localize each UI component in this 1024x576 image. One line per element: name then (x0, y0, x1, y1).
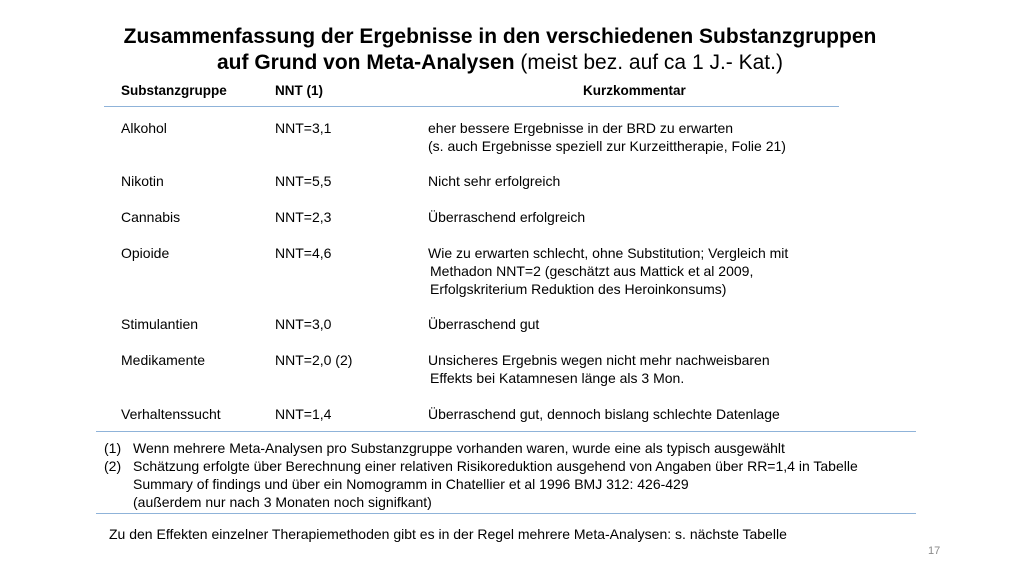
row-cannabis-comment (428, 208, 585, 226)
row-nikotin-comment (428, 172, 560, 190)
comment-line: Effekts bei Katamnesen länge als 3 Mon. (430, 370, 685, 386)
row-verhaltenssucht-comment (428, 405, 780, 423)
footnote-1-text (133, 439, 785, 457)
row-opioide-comment (428, 244, 788, 298)
footnote-divider (96, 431, 916, 432)
row-medikamente-group: Medikamente (121, 352, 206, 368)
footnote-line: Wenn mehrere Meta-Analysen pro Substanzgruppe vorhanden waren, wurde eine als typisch ausgewählt (133, 440, 785, 456)
row-cannabis-group: Cannabis (121, 209, 181, 225)
comment-line: Methadon NNT=2 (geschätzt aus Mattick et al 2009, (430, 263, 754, 279)
row-stimulantien-comment (428, 315, 539, 333)
row-verhaltenssucht-group: Verhaltenssucht (121, 406, 221, 422)
comment-line: eher bessere Ergebnisse in der BRD zu erwarten (428, 120, 734, 136)
footnote-line: Schätzung erfolgte über Berechnung einer relativen Risikoreduktion ausgehend von Angaben über RR=1,4 in Tabelle (133, 458, 858, 474)
row-alkohol-group: Alkohol (121, 120, 167, 136)
header-comment: Kurzkommentar (583, 83, 686, 98)
comment-line: (s. auch Ergebnisse speziell zur Kurzeittherapie, Folie 21) (428, 138, 786, 154)
row-verhaltenssucht-nnt: NNT=1,4 (275, 406, 332, 422)
footnote-2-text (133, 457, 858, 511)
row-alkohol-nnt: NNT=3,1 (275, 120, 332, 136)
footnote-line: Summary of findings und über ein Nomogramm in Chatellier et al 1996 BMJ 312: 426-429 (133, 476, 689, 492)
row-opioide-nnt: NNT=4,6 (275, 245, 332, 261)
row-cannabis-nnt: NNT=2,3 (275, 209, 332, 225)
row-opioide-group: Opioide (121, 245, 170, 261)
comment-line: Überraschend erfolgreich (428, 209, 586, 225)
title-line-2-bold: auf Grund von Meta-Analysen (217, 51, 515, 74)
slide-title (0, 24, 1000, 76)
row-nikotin-group: Nikotin (121, 173, 164, 189)
row-stimulantien-nnt: NNT=3,0 (275, 316, 332, 332)
row-nikotin-nnt: NNT=5,5 (275, 173, 332, 189)
header-divider (104, 106, 839, 107)
row-alkohol-comment (428, 119, 786, 155)
footnote-line: (außerdem nur nach 3 Monaten noch signifkant) (133, 494, 432, 510)
title-line-2-normal: (meist bez. auf ca 1 J.- Kat.) (514, 51, 783, 74)
bottom-note: Zu den Effekten einzelner Therapiemethoden gibt es in der Regel mehrere Meta-Analysen: s. nächste Tabelle (109, 526, 787, 542)
title-line-1: Zusammenfassung der Ergebnisse in den verschiedenen Substanzgruppen (123, 25, 877, 48)
bottom-divider (96, 513, 916, 514)
footnote-2-number: (2) (104, 458, 122, 474)
page-number: 17 (928, 545, 941, 557)
row-medikamente-comment (428, 351, 770, 387)
comment-line: Nicht sehr erfolgreich (428, 173, 561, 189)
footnote-1-number: (1) (104, 440, 122, 456)
comment-line: Überraschend gut, dennoch bislang schlechte Datenlage (428, 406, 780, 422)
title-line-2 (0, 50, 1000, 76)
comment-line: Wie zu erwarten schlecht, ohne Substitution; Vergleich mit (428, 245, 789, 261)
header-nnt: NNT (1) (275, 83, 323, 98)
row-medikamente-nnt: NNT=2,0 (2) (275, 352, 353, 368)
row-stimulantien-group: Stimulantien (121, 316, 199, 332)
comment-line: Erfolgskriterium Reduktion des Heroinkonsums) (430, 281, 727, 297)
header-group: Substanzgruppe (121, 83, 227, 98)
comment-line: Überraschend gut (428, 316, 540, 332)
comment-line: Unsicheres Ergebnis wegen nicht mehr nachweisbaren (428, 352, 770, 368)
